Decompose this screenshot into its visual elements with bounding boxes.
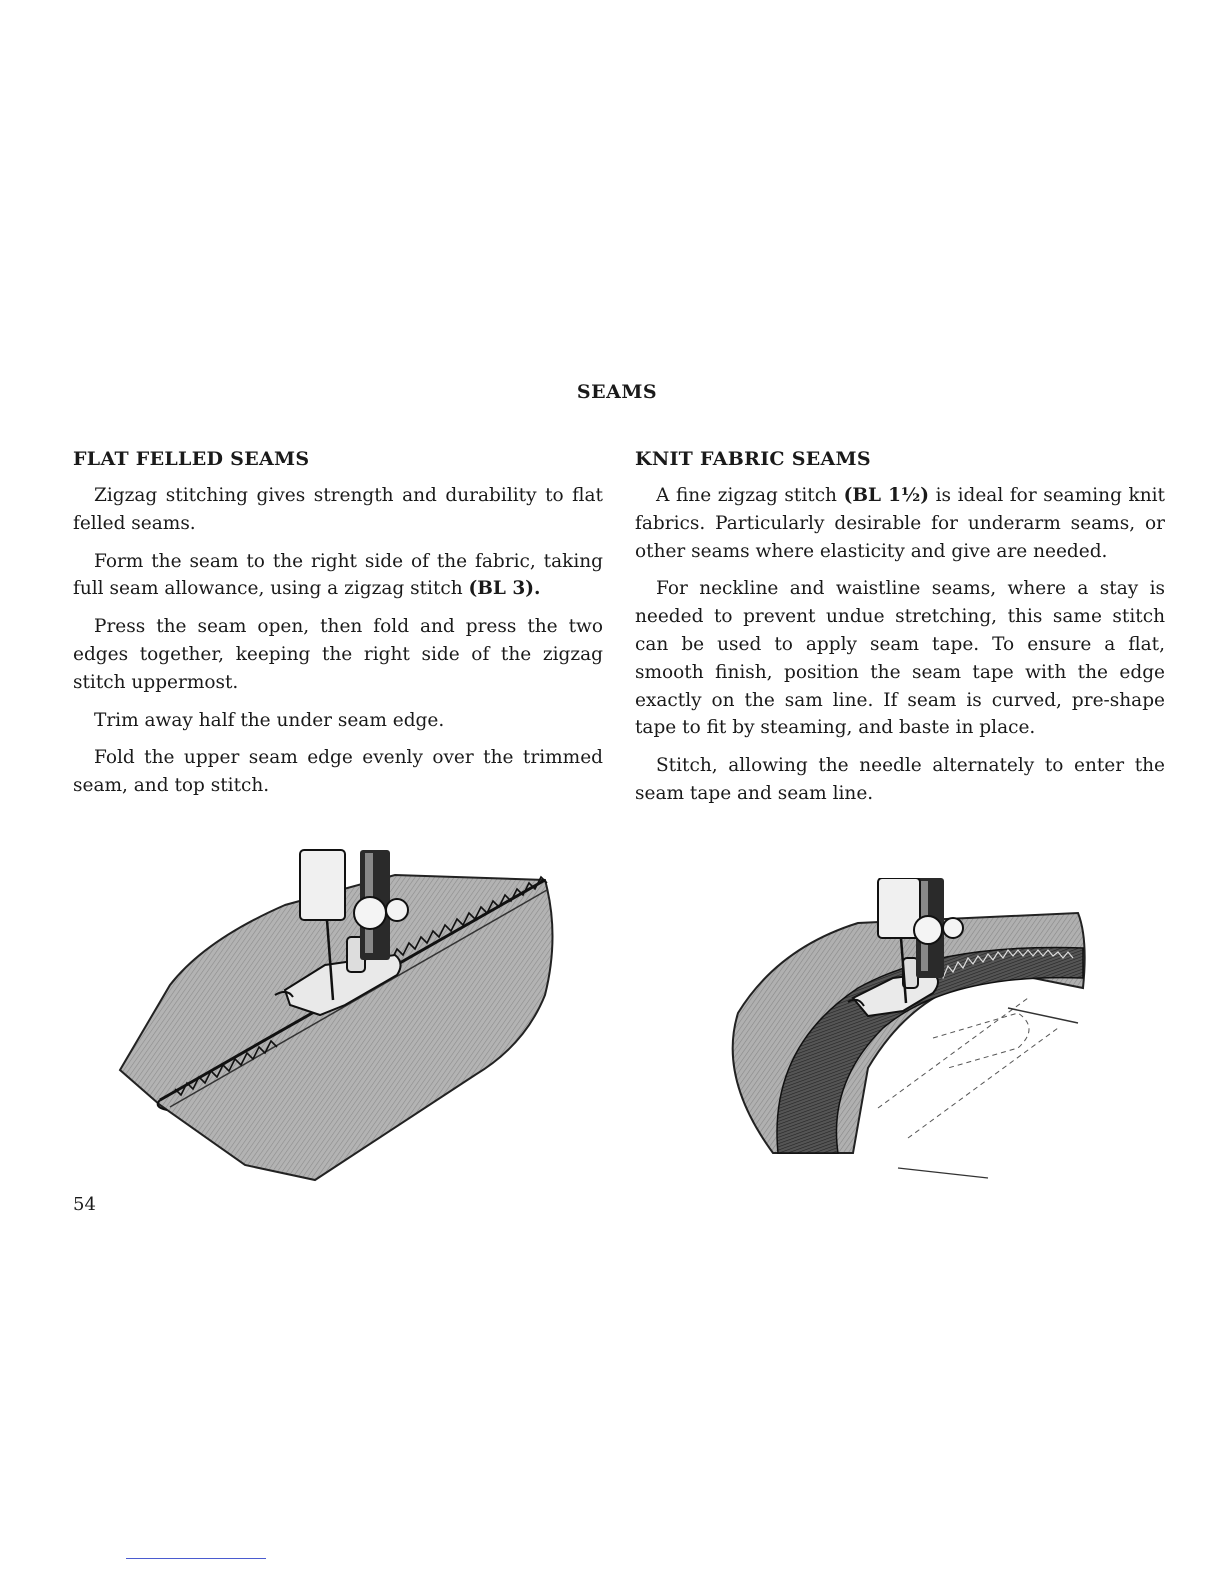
footer-rule [126, 1558, 266, 1559]
paragraph-text: A fine zigzag stitch [656, 485, 837, 506]
paragraph: For neckline and waistline seams, where a stay is needed to prevent undue stretching, this same stitch can be used to apply seam tape. To ensure a flat, smooth finish, position the seam tape with the edge exactly on the sam line. If seam is curved, pre-shape tape to fit by steaming, and baste in place. [635, 578, 1165, 739]
section-heading-knit-fabric: KNIT FABRIC SEAMS [635, 448, 871, 470]
paragraph-text: is ideal for seaming knit fabrics. Particularly desirable for underarm seams, or other seams where elasticity and give are needed. [635, 485, 1165, 562]
paragraph-text: Form the seam to the right side of the fabric, taking full seam allowance, using a zigzag stitch [73, 550, 603, 600]
paragraph [635, 482, 1165, 565]
knit-seam-tape-illustration [718, 878, 1093, 1183]
section-heading-flat-felled: FLAT FELLED SEAMS [73, 448, 310, 470]
paragraph: Fold the upper seam edge evenly over the trimmed seam, and top stitch. [73, 747, 603, 797]
page-number: 54 [73, 1194, 96, 1215]
paragraph: Trim away half the under seam edge. [94, 709, 445, 731]
flat-felled-seams-section [73, 448, 603, 810]
paragraph: Stitch, allowing the needle alternately to enter the seam tape and seam line. [635, 755, 1165, 804]
flat-felled-seam-illustration [115, 845, 560, 1185]
page-title: SEAMS [576, 381, 658, 403]
paragraph: Zigzag stitching gives strength and durability to flat felled seams. [73, 485, 603, 534]
stitch-code: (BL 1½) [843, 485, 930, 506]
paragraph: Press the seam open, then fold and press the two edges together, keeping the right side of the zigzag stitch uppermost. [73, 616, 603, 693]
paragraph [73, 548, 603, 604]
knit-fabric-seams-section [635, 448, 1165, 818]
stitch-code: (BL 3). [468, 578, 541, 600]
